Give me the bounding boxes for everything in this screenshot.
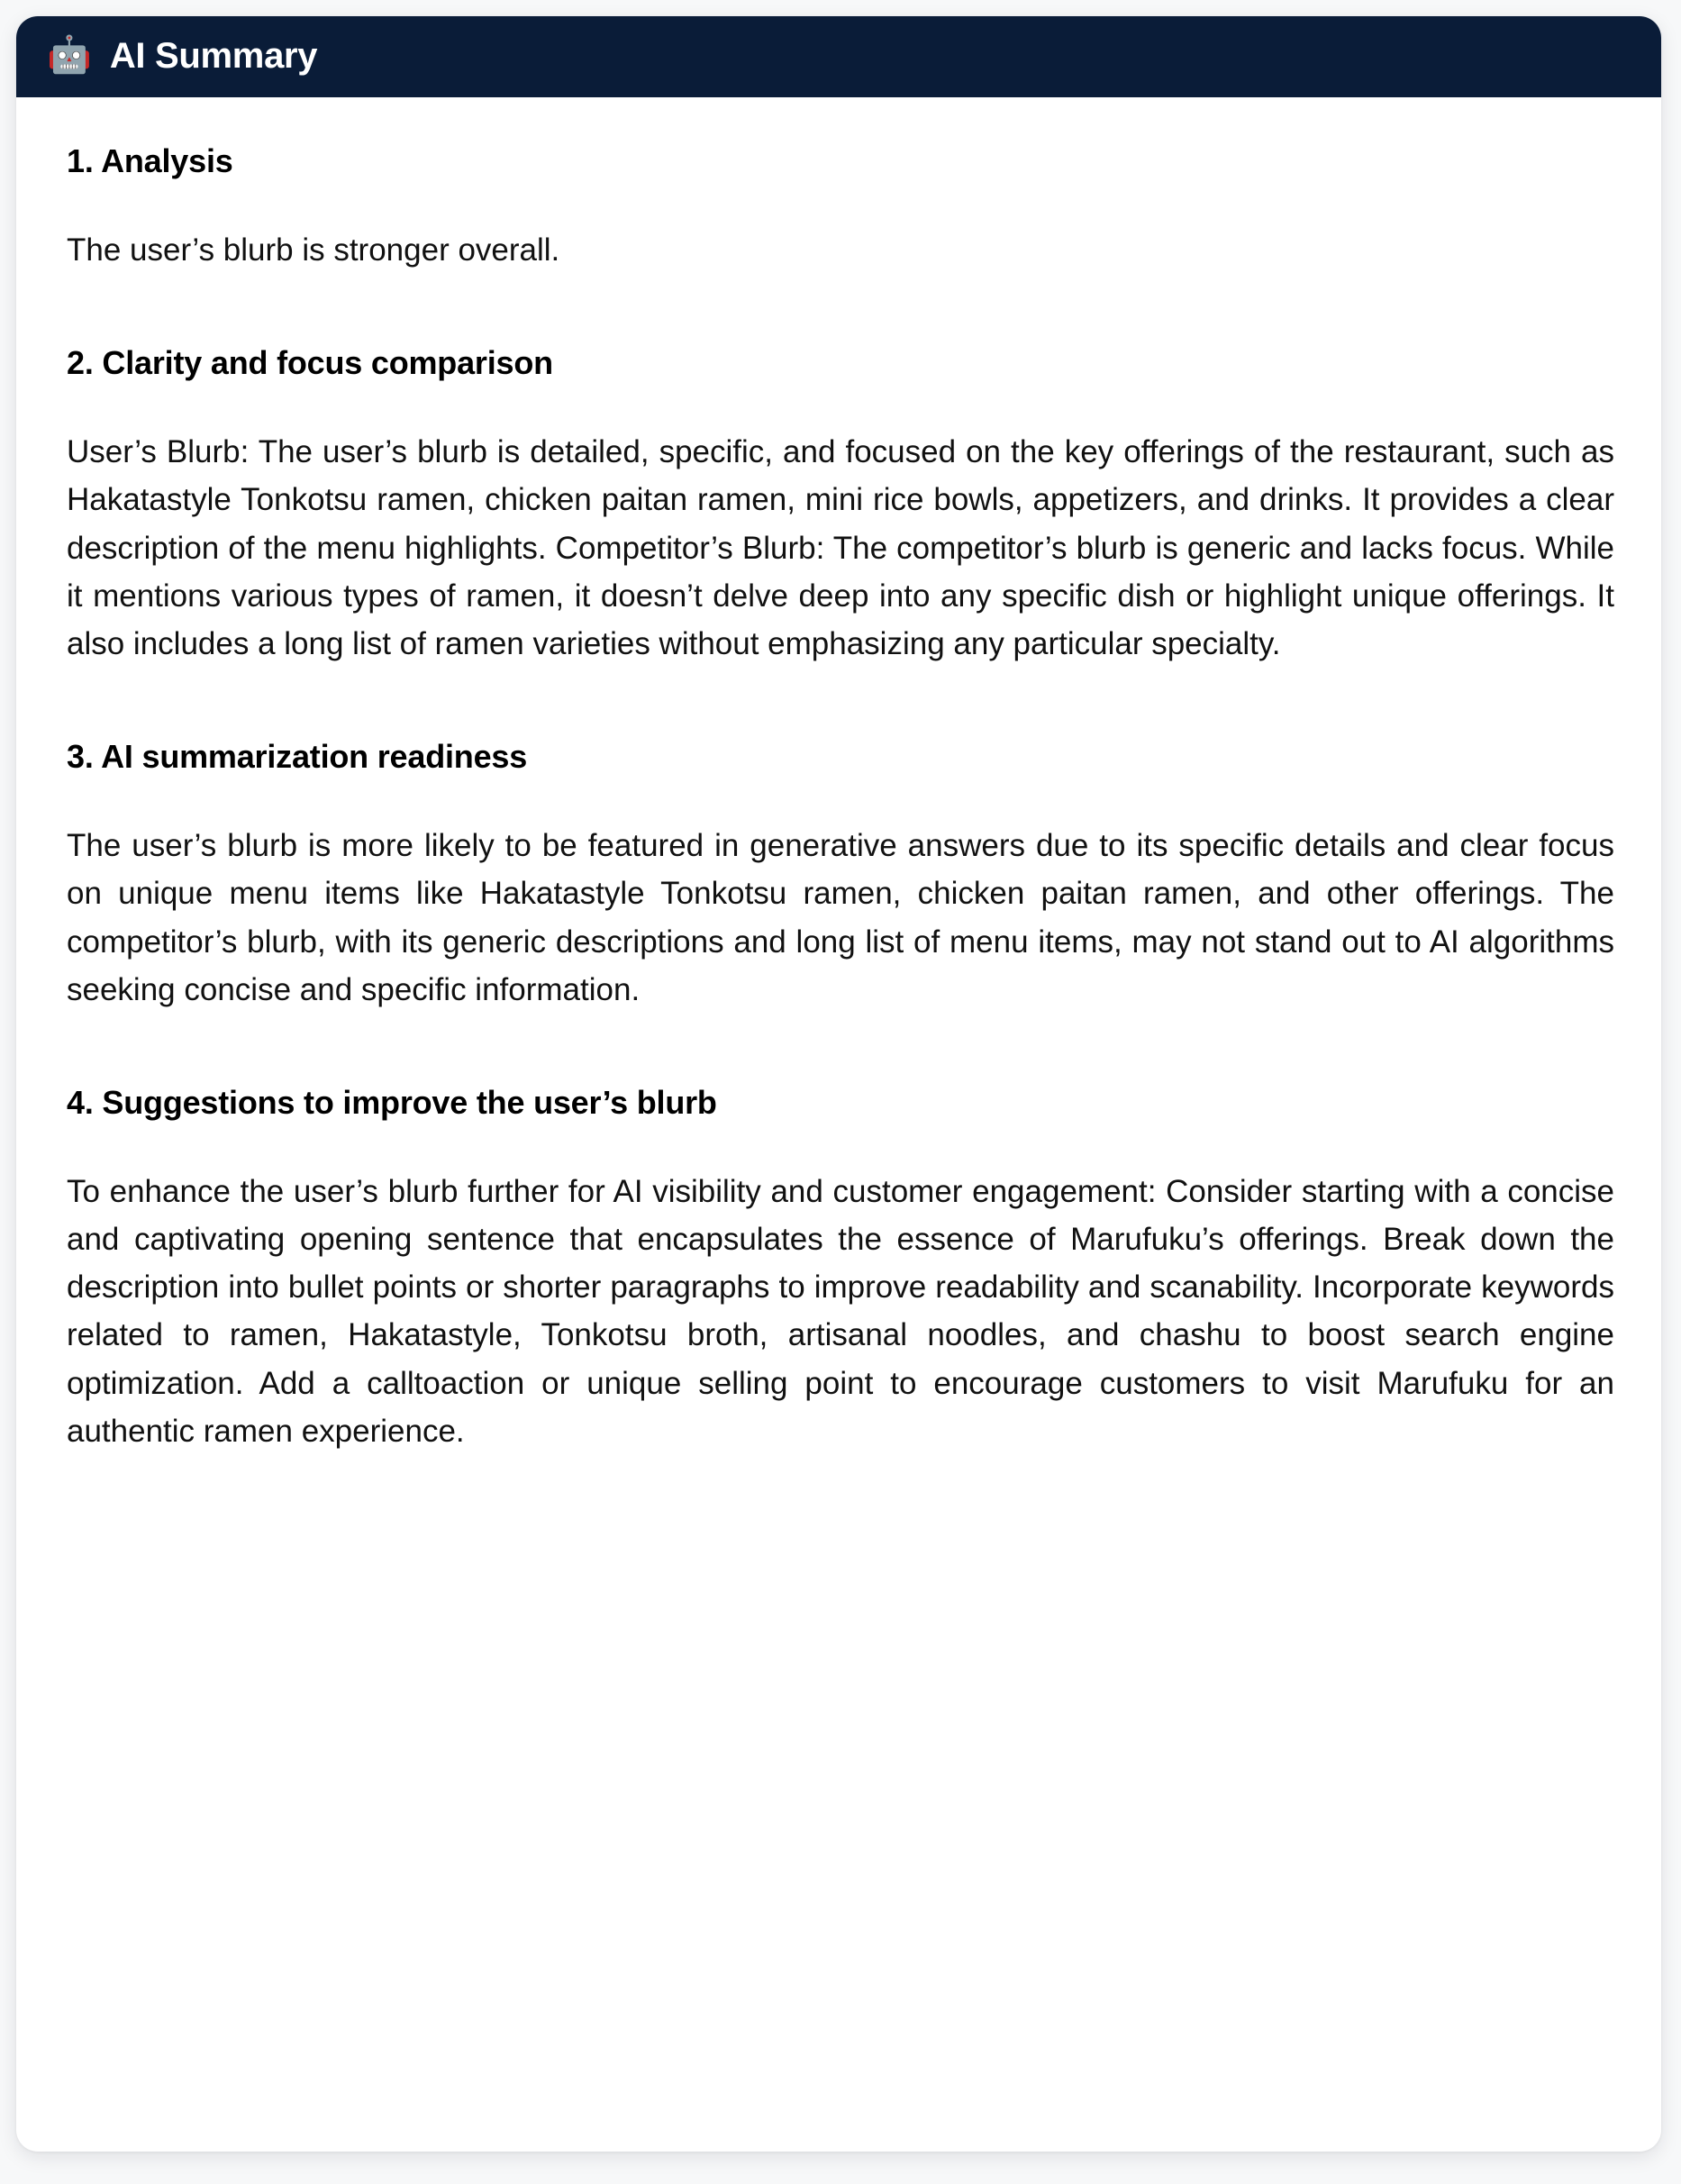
section-text-clarity-focus: User’s Blurb: The user’s blurb is detailed, specific, and focused on the key offerings of the restaurant, such as Hakatastyle Tonkotsu ramen, chicken paitan ramen, mini rice bowls, appetizers, and drinks. It provides a clear description of the menu highlights. Competitor’s Blurb: The competitor’s blurb is generic and lacks focus. While it mentions various types of ramen, it doesn’t delve deep into any specific dish or highlight unique offerings. It also includes a long list of ramen varieties without emphasizing any particular specialty. (67, 434, 1614, 661)
section-heading-suggestions: 4. Suggestions to improve the user’s blurb (67, 1083, 717, 1121)
section-heading-clarity-focus: 2. Clarity and focus comparison (67, 344, 553, 382)
section-text-ai-readiness: The user’s blurb is more likely to be featured in generative answers due to its specific details and clear focus on unique menu items like Hakatastyle Tonkotsu ramen, chicken paitan ramen, and other offerings. The competitor’s blurb, with its generic descriptions and long list of menu items, may not stand out to AI algorithms seeking concise and specific information. (67, 828, 1614, 1007)
section-ai-readiness (67, 736, 1614, 1014)
section-suggestions (67, 1082, 1614, 1455)
robot-icon: 🤖 (47, 35, 92, 75)
section-text-suggestions: To enhance the user’s blurb further for AI visibility and customer engagement: Consider starting with a concise and captivating opening sentence that encapsulates the essence of Marufuku’s offerings. Break down the description into bullet points or shorter paragraphs to improve readability and scanability. Incorporate keywords related to ramen, Hakatastyle, Tonkotsu broth, artisanal noodles, and chashu to boost search engine optimization. Add a calltoaction or unique selling point to encourage customers to visit Marufuku for an authentic ramen experience. (67, 1173, 1614, 1449)
section-analysis (67, 141, 1614, 274)
section-clarity-focus (67, 342, 1614, 668)
section-heading-ai-readiness: 3. AI summarization readiness (67, 738, 528, 776)
section-text-analysis: The user’s blurb is stronger overall. (67, 232, 560, 268)
ai-summary-card (16, 16, 1661, 2152)
card-title: AI Summary (109, 36, 318, 76)
card-header (16, 16, 1661, 97)
card-body (16, 97, 1661, 2152)
section-heading-analysis: 1. Analysis (67, 142, 233, 179)
